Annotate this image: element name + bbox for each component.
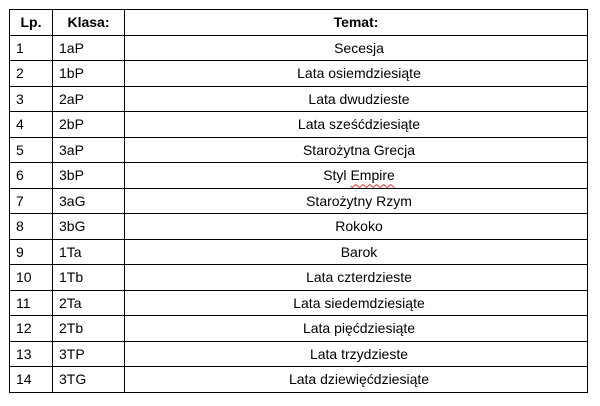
row-number: 5 <box>10 137 53 163</box>
header-lp: Lp. <box>10 10 53 36</box>
header-klasa: Klasa: <box>53 10 125 36</box>
table-row <box>10 35 588 61</box>
row-theme: Lata dwudzieste <box>125 86 588 112</box>
row-class: 3TG <box>53 367 125 393</box>
table-row <box>10 163 588 189</box>
row-number: 10 <box>10 265 53 291</box>
row-class: 3aG <box>53 188 125 214</box>
row-theme: Barok <box>125 239 588 265</box>
row-number: 7 <box>10 188 53 214</box>
themes-table <box>9 9 588 393</box>
row-class: 1bP <box>53 61 125 87</box>
table-row <box>10 316 588 342</box>
row-number: 11 <box>10 290 53 316</box>
row-number: 13 <box>10 341 53 367</box>
header-temat: Temat: <box>125 10 588 36</box>
row-theme: Lata sześćdziesiąte <box>125 112 588 138</box>
row-class: 2Tb <box>53 316 125 342</box>
row-theme: Lata czterdzieste <box>125 265 588 291</box>
row-theme: Lata dziewięćdziesiąte <box>125 367 588 393</box>
row-class: 3bG <box>53 214 125 240</box>
row-theme: Secesja <box>125 35 588 61</box>
row-class: 3TP <box>53 341 125 367</box>
row-number: 2 <box>10 61 53 87</box>
row-number: 6 <box>10 163 53 189</box>
row-number: 3 <box>10 86 53 112</box>
row-number: 1 <box>10 35 53 61</box>
table-row <box>10 265 588 291</box>
table-row <box>10 61 588 87</box>
row-number: 12 <box>10 316 53 342</box>
row-class: 2aP <box>53 86 125 112</box>
table-row <box>10 290 588 316</box>
table-row <box>10 137 588 163</box>
table-row <box>10 188 588 214</box>
row-class: 1Tb <box>53 265 125 291</box>
row-class: 1Ta <box>53 239 125 265</box>
row-class: 3bP <box>53 163 125 189</box>
row-theme: Rokoko <box>125 214 588 240</box>
spellcheck-flagged-word: Empire <box>350 167 395 184</box>
row-theme: Lata osiemdziesiąte <box>125 61 588 87</box>
row-theme: Lata siedemdziesiąte <box>125 290 588 316</box>
table-row <box>10 214 588 240</box>
table-row <box>10 367 588 393</box>
table-row <box>10 112 588 138</box>
row-number: 8 <box>10 214 53 240</box>
row-class: 1aP <box>53 35 125 61</box>
row-number: 4 <box>10 112 53 138</box>
row-number: 14 <box>10 367 53 393</box>
header-row <box>10 10 588 36</box>
theme-prefix: Styl <box>323 167 351 184</box>
row-theme: Lata pięćdziesiąte <box>125 316 588 342</box>
row-number: 9 <box>10 239 53 265</box>
row-theme: Lata trzydzieste <box>125 341 588 367</box>
row-class: 3aP <box>53 137 125 163</box>
table-row <box>10 341 588 367</box>
row-class: 2Ta <box>53 290 125 316</box>
table-row <box>10 239 588 265</box>
row-theme: Starożytna Grecja <box>125 137 588 163</box>
row-theme <box>125 163 588 189</box>
row-theme: Starożytny Rzym <box>125 188 588 214</box>
row-class: 2bP <box>53 112 125 138</box>
table-row <box>10 86 588 112</box>
